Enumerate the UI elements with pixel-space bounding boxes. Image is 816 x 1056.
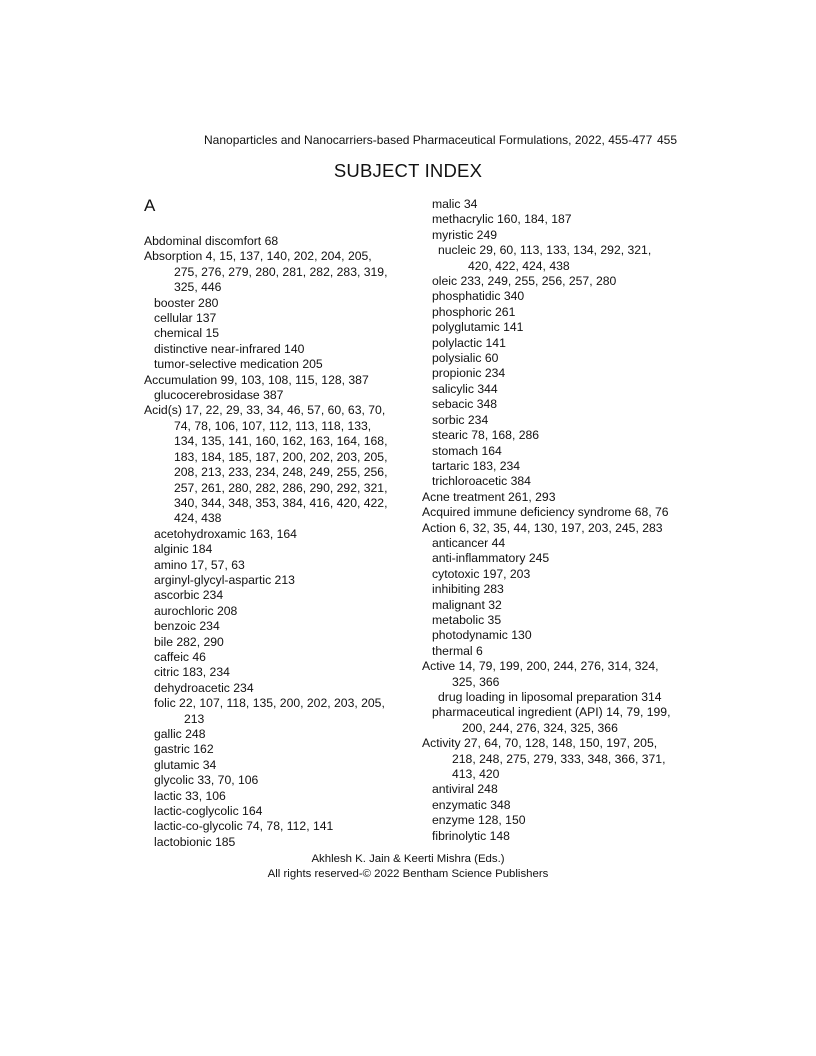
index-subentry <box>422 320 692 335</box>
index-line: 134, 135, 141, 160, 162, 163, 164, 168, <box>174 434 388 449</box>
index-subentry <box>422 444 692 459</box>
page-title: SUBJECT INDEX <box>333 160 483 181</box>
index-subentry <box>422 413 692 428</box>
index-line: glucocerebrosidase 387 <box>154 388 284 403</box>
index-line: arginyl-glycyl-aspartic 213 <box>154 572 295 587</box>
index-subentry <box>422 690 692 705</box>
index-line: methacrylic 160, 184, 187 <box>432 212 572 227</box>
index-line: Active 14, 79, 199, 200, 244, 276, 314, 324, <box>422 659 659 674</box>
index-line: Acid(s) 17, 22, 29, 33, 34, 46, 57, 60, 63, 70, <box>144 403 386 418</box>
index-line: enzyme 128, 150 <box>432 813 526 828</box>
index-line: tumor-selective medication 205 <box>154 357 323 372</box>
index-line: fibrinolytic 148 <box>432 828 510 843</box>
index-line: trichloroacetic 384 <box>432 474 531 489</box>
index-subentry <box>422 397 692 412</box>
index-line: 420, 422, 424, 438 <box>468 258 570 273</box>
index-entry <box>422 490 692 505</box>
index-line: dehydroacetic 234 <box>154 680 254 695</box>
index-line: photodynamic 130 <box>432 628 532 643</box>
index-line: chemical 15 <box>154 326 220 341</box>
index-line: phosphatidic 340 <box>432 289 525 304</box>
index-subentry <box>422 428 692 443</box>
index-line: Acquired immune deficiency syndrome 68, 76 <box>422 505 669 520</box>
index-line: glutamic 34 <box>154 757 217 772</box>
index-subentry <box>144 635 414 650</box>
index-subentry <box>144 665 414 680</box>
index-subentry <box>422 705 692 736</box>
index-subentry <box>422 628 692 643</box>
index-line: inhibiting 283 <box>432 582 504 597</box>
index-subentry <box>144 326 414 341</box>
index-line: malignant 32 <box>432 597 502 612</box>
index-line: lactic-coglycolic 164 <box>154 804 263 819</box>
index-line: 218, 248, 275, 279, 333, 348, 366, 371, <box>452 751 666 766</box>
index-line: drug loading in liposomal preparation 314 <box>438 690 662 704</box>
index-line: 257, 261, 280, 282, 286, 290, 292, 321, <box>174 480 388 495</box>
index-subentry <box>144 681 414 696</box>
index-subentry <box>422 197 692 212</box>
index-subentry <box>144 311 414 326</box>
index-line: lactic 33, 106 <box>154 788 226 803</box>
index-subentry <box>144 604 414 619</box>
index-subentry <box>144 773 414 788</box>
index-entry <box>422 521 692 536</box>
index-line: Accumulation 99, 103, 108, 115, 128, 387 <box>144 372 369 387</box>
index-subentry <box>422 289 692 304</box>
index-line: alginic 184 <box>154 542 213 557</box>
index-line: 275, 276, 279, 280, 281, 282, 283, 319, <box>174 264 388 279</box>
footer-editors: Akhlesh K. Jain & Keerti Mishra (Eds.) <box>311 853 505 865</box>
index-subentry <box>422 382 692 397</box>
index-line: Acne treatment 261, 293 <box>422 489 556 504</box>
index-subentry <box>422 536 692 551</box>
index-line: phosphoric 261 <box>432 304 516 319</box>
index-line: polysialic 60 <box>432 351 499 366</box>
index-subentry <box>144 789 414 804</box>
index-line: distinctive near-infrared 140 <box>154 341 305 356</box>
running-header <box>204 133 678 147</box>
index-line: cellular 137 <box>154 311 217 326</box>
index-subentry <box>144 650 414 665</box>
index-subentry <box>144 573 414 588</box>
index-line: nucleic 29, 60, 113, 133, 134, 292, 321, <box>438 243 652 258</box>
index-entry <box>144 403 414 526</box>
index-line: aurochloric 208 <box>154 603 238 618</box>
index-line: anti-inflammatory 245 <box>432 551 550 566</box>
index-line: salicylic 344 <box>432 381 498 396</box>
index-subentry <box>422 212 692 227</box>
index-subentry <box>144 727 414 742</box>
index-line: 424, 438 <box>174 511 222 526</box>
index-line: acetohydroxamic 163, 164 <box>154 526 297 541</box>
index-subentry <box>422 829 692 844</box>
index-line: 183, 184, 185, 187, 200, 202, 203, 205, <box>174 449 388 464</box>
index-line: citric 183, 234 <box>154 665 230 680</box>
page-number: 455 <box>657 133 678 147</box>
index-line: ascorbic 234 <box>154 588 224 603</box>
index-line: stomach 164 <box>432 443 502 458</box>
index-line: cytotoxic 197, 203 <box>432 566 531 581</box>
index-line: malic 34 <box>432 197 478 211</box>
index-subentry <box>422 644 692 659</box>
index-entry <box>422 736 692 782</box>
index-line: 213 <box>184 711 205 726</box>
index-subentry <box>144 542 414 557</box>
index-line: 325, 446 <box>174 280 222 295</box>
index-subentry <box>144 558 414 573</box>
running-title: Nanoparticles and Nanocarriers-based Pharmaceutical Formulations, 2022, 455-477 <box>204 133 653 147</box>
index-subentry <box>144 296 414 311</box>
index-subentry <box>422 228 692 243</box>
index-subentry <box>422 582 692 597</box>
index-subentry <box>144 696 414 727</box>
index-subentry <box>144 388 414 403</box>
index-subentry <box>422 598 692 613</box>
index-subentry <box>144 835 414 850</box>
index-subentry <box>422 613 692 628</box>
index-entry <box>422 659 692 690</box>
index-subentry <box>144 588 414 603</box>
index-line: propionic 234 <box>432 366 506 381</box>
page-footer <box>0 852 816 882</box>
index-line: 325, 366 <box>452 674 500 689</box>
index-subentry <box>422 351 692 366</box>
index-line: antiviral 248 <box>432 782 498 797</box>
index-subentry <box>422 366 692 381</box>
index-subentry <box>422 474 692 489</box>
index-line: 208, 213, 233, 234, 248, 249, 255, 256, <box>174 465 388 480</box>
index-subentry <box>422 798 692 813</box>
index-line: tartaric 183, 234 <box>432 458 521 473</box>
index-line: Action 6, 32, 35, 44, 130, 197, 203, 245, 283 <box>422 520 663 535</box>
index-line: bile 282, 290 <box>154 634 224 649</box>
index-entry <box>144 373 414 388</box>
index-subentry <box>422 551 692 566</box>
index-subentry <box>422 274 692 289</box>
index-line: polylactic 141 <box>432 335 506 350</box>
index-column-left <box>144 196 414 850</box>
index-subentry <box>422 459 692 474</box>
index-line: folic 22, 107, 118, 135, 200, 202, 203, 205, <box>154 696 385 711</box>
index-subentry <box>422 813 692 828</box>
footer-rights: All rights reserved-© 2022 Bentham Science Publishers <box>267 868 549 880</box>
index-line: Absorption 4, 15, 137, 140, 202, 204, 205, <box>144 249 372 264</box>
index-entry <box>144 234 414 249</box>
index-line: oleic 233, 249, 255, 256, 257, 280 <box>432 274 617 289</box>
section-letter: A <box>144 196 156 215</box>
index-line: anticancer 44 <box>432 535 506 550</box>
index-column-right <box>422 197 692 844</box>
index-line: pharmaceutical ingredient (API) 14, 79, 199, <box>432 705 671 720</box>
index-line: Activity 27, 64, 70, 128, 148, 150, 197, 205, <box>422 736 658 751</box>
index-line: Abdominal discomfort 68 <box>144 234 279 248</box>
index-line: stearic 78, 168, 286 <box>432 428 540 443</box>
index-line: 200, 244, 276, 324, 325, 366 <box>462 720 618 735</box>
index-line: 340, 344, 348, 353, 384, 416, 420, 422, <box>174 495 388 510</box>
index-line: benzoic 234 <box>154 619 220 634</box>
index-subentry <box>144 758 414 773</box>
index-line: sebacic 348 <box>432 397 498 412</box>
index-subentry <box>422 567 692 582</box>
index-entry <box>144 249 414 295</box>
index-subentry <box>422 782 692 797</box>
index-subentry <box>144 527 414 542</box>
index-line: myristic 249 <box>432 227 498 242</box>
index-entry <box>422 505 692 520</box>
index-subentry <box>144 804 414 819</box>
index-line: lactic-co-glycolic 74, 78, 112, 141 <box>154 819 334 834</box>
index-line: lactobionic 185 <box>154 834 236 849</box>
index-line: enzymatic 348 <box>432 797 511 812</box>
index-line: gastric 162 <box>154 742 214 757</box>
index-line: metabolic 35 <box>432 612 502 627</box>
index-subentry <box>144 342 414 357</box>
index-subentry <box>422 336 692 351</box>
index-subentry <box>144 742 414 757</box>
index-subentry <box>144 619 414 634</box>
index-line: booster 280 <box>154 295 219 310</box>
index-line: sorbic 234 <box>432 412 489 427</box>
index-line: polyglutamic 141 <box>432 320 524 335</box>
index-line: caffeic 46 <box>154 649 206 664</box>
index-line: gallic 248 <box>154 727 206 741</box>
index-subentry <box>422 243 692 274</box>
index-line: 413, 420 <box>452 767 500 782</box>
index-subentry <box>422 305 692 320</box>
index-line: glycolic 33, 70, 106 <box>154 773 259 788</box>
index-line: thermal 6 <box>432 643 483 658</box>
index-subentry <box>144 357 414 372</box>
index-line: amino 17, 57, 63 <box>154 557 245 572</box>
index-line: 74, 78, 106, 107, 112, 113, 118, 133, <box>174 418 372 433</box>
index-subentry <box>144 819 414 834</box>
